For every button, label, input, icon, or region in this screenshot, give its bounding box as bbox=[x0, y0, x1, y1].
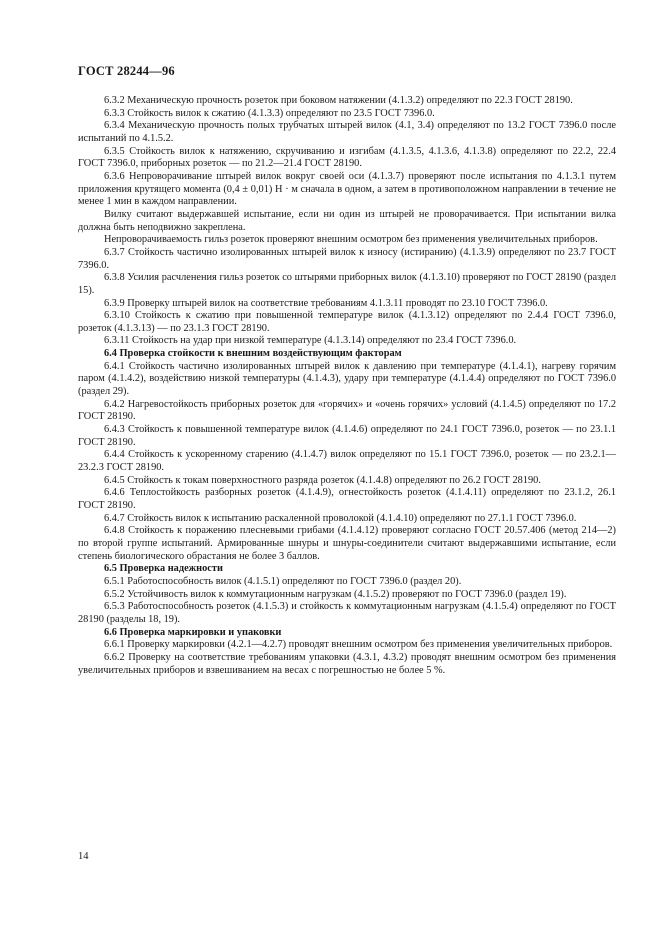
document-body bbox=[78, 95, 616, 677]
paragraph: Вилку считают выдержавшей испытание, если ни один из штырей не проворачивается. При испытании вилка должна быть неподвижно закреплена. bbox=[78, 208, 616, 233]
paragraph: 6.4.3 Стойкость к повышенной температуре вилок (4.1.4.6) определяют по 24.1 ГОСТ 7396.0, розеток — по 23.1.1 ГОСТ 28190. bbox=[78, 424, 616, 448]
paragraph: 6.4.2 Нагревостойкость приборных розеток для «горячих» и «очень горячих» условий (4.1.4.5) определяют по 17.2 ГОСТ 28190. bbox=[78, 398, 616, 423]
section-heading: 6.6 Проверка маркировки и упаковки bbox=[104, 626, 282, 638]
paragraph: 6.4.6 Теплостойкость разборных розеток (4.1.4.9), огнестойкость розеток (4.1.4.11) определяют по 23.1.2, 26.1 ГОСТ 28190. bbox=[78, 487, 616, 511]
paragraph: 6.5.3 Работоспособность розеток (4.1.5.3) и стойкость к коммутационным нагрузкам (4.1.5.4) определяют по ГОСТ 28190 (разделы 18, 19). bbox=[78, 601, 616, 625]
paragraph: 6.4.4 Стойкость к ускоренному старению (4.1.4.7) вилок определяют по 15.1 ГОСТ 7396.0, розеток — по 23.2.1—23.2.3 ГОСТ 28190. bbox=[78, 449, 616, 474]
paragraph: 6.3.4 Механическую прочность полых трубчатых штырей вилок (4.1, 3.4) определяют по 13.2 ГОСТ 7396.0 после испытаний по 4.1.5.2. bbox=[78, 120, 616, 144]
paragraph: 6.3.11 Стойкость на удар при низкой температуре (4.1.3.14) определяют по 23.4 ГОСТ 7396.0. bbox=[104, 335, 517, 347]
paragraph: 6.6.1 Проверку маркировки (4.2.1—4.2.7) проводят внешним осмотром без применения увеличительных приборов. bbox=[104, 639, 613, 651]
paragraph: 6.4.5 Стойкость к токам поверхностного разряда розеток (4.1.4.8) определяют по 26.2 ГОСТ 28190. bbox=[104, 474, 541, 486]
paragraph: 6.4.1 Стойкость частично изолированных штырей вилок к давлению при температуре (4.1.4.1), нагреву горячим паром (4.1.4.2), воздействию низкой температуры (4.1.4.3), удару при температуре (4.1.4.4) определяют по ГОСТ 7396.0 (раздел 29). bbox=[78, 360, 616, 398]
page-header-standard-title: ГОСТ 28244—96 bbox=[78, 64, 175, 78]
section-heading: 6.4 Проверка стойкости к внешним воздействующим факторам bbox=[104, 348, 402, 360]
paragraph: 6.3.10 Стойкость к сжатию при повышенной температуре вилок (4.1.3.12) определяют по 2.4.4 ГОСТ 7396.0, розеток (4.1.3.13) — по 23.1.3 ГОСТ 28190. bbox=[78, 310, 616, 334]
paragraph: 6.6.2 Проверку на соответствие требованиям упаковки (4.3.1, 4.3.2) проводят внешним осмотром без применения увеличительных приборов и взвешиванием на весах с погрешностью не более 5 %. bbox=[78, 651, 616, 676]
paragraph: 6.3.6 Непроворачивание штырей вилок вокруг своей оси (4.1.3.7) проверяют после испытания по 4.1.3.1 путем приложения крутящего момента (0,4 ± 0,01) Н · м сначала в одном, а затем в противоположном направлении в течение не менее 1 мин в каждом направлении. bbox=[78, 170, 616, 208]
paragraph: 6.3.9 Проверку штырей вилок на соответствие требованиям 4.1.3.11 проводят по 23.10 ГОСТ 7396.0. bbox=[104, 297, 548, 309]
paragraph: 6.3.2 Механическую прочность розеток при боковом натяжении (4.1.3.2) определяют по 22.3 ГОСТ 28190. bbox=[104, 95, 573, 106]
section-heading: 6.5 Проверка надежности bbox=[104, 563, 223, 575]
paragraph: 6.3.8 Усилия расчленения гильз розеток со штырями приборных вилок (4.1.3.10) проверяют по ГОСТ 28190 (раздел 15). bbox=[78, 272, 616, 296]
paragraph: 6.4.8 Стойкость к поражению плесневыми грибами (4.1.4.12) проверяют согласно ГОСТ 20.57.406 (метод 214—2) по второй группе испытаний. Армированные шнуры и шнуры-соединители считают выдержавшими испытание, если степень биологического обрастания не более 3 баллов. bbox=[78, 525, 616, 562]
paragraph: Непроворачиваемость гильз розеток проверяют внешним осмотром без применения увеличительных приборов. bbox=[104, 234, 598, 246]
paragraph: 6.5.1 Работоспособность вилок (4.1.5.1) определяют по ГОСТ 7396.0 (раздел 20). bbox=[104, 575, 462, 587]
paragraph: 6.3.7 Стойкость частично изолированных штырей вилок к износу (истиранию) (4.1.3.9) определяют по 23.7 ГОСТ 7396.0. bbox=[78, 246, 616, 271]
paragraph: 6.3.5 Стойкость вилок к натяжению, скручиванию и изгибам (4.1.3.5, 4.1.3.6, 4.1.3.8) определяют по 22.2, 22.4 ГОСТ 7396.0, приборных розеток — по 21.2—21.4 ГОСТ 28190. bbox=[78, 145, 616, 170]
paragraph: 6.5.2 Устойчивость вилок к коммутационным нагрузкам (4.1.5.2) проверяют по ГОСТ 7396.0 (раздел 19). bbox=[104, 588, 567, 600]
paragraph: 6.3.3 Стойкость вилок к сжатию (4.1.3.3) определяют по 23.5 ГОСТ 7396.0. bbox=[104, 107, 435, 119]
page-number: 14 bbox=[78, 851, 89, 862]
paragraph: 6.4.7 Стойкость вилок к испытанию раскаленной проволокой (4.1.4.10) определяют по 27.1.1 ГОСТ 7396.0. bbox=[104, 512, 577, 524]
